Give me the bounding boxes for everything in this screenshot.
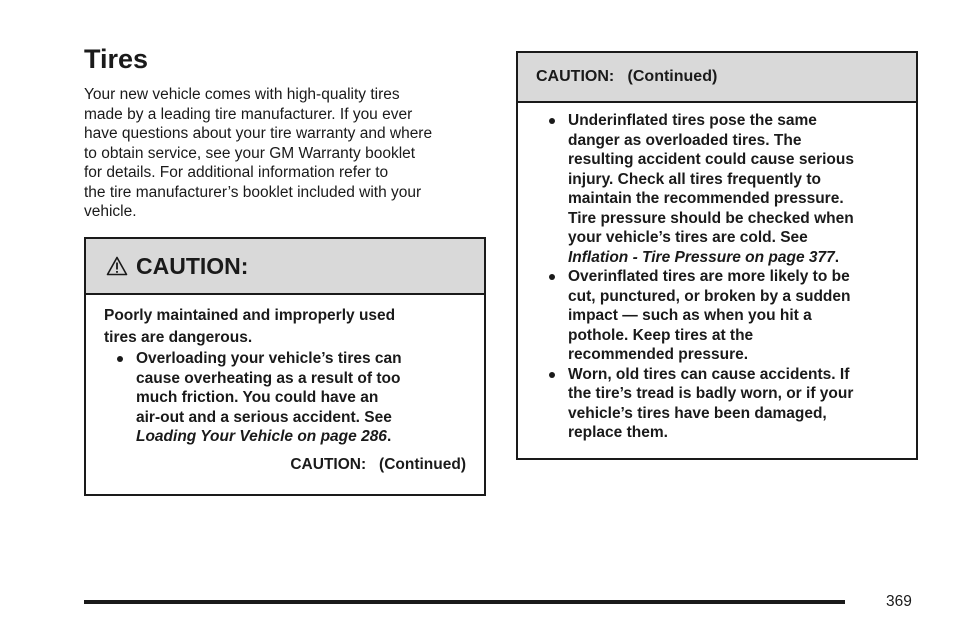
bullet-line: cut, punctured, or broken by a sudden — [568, 287, 851, 305]
caution-bullet — [548, 365, 854, 443]
caution-lead — [104, 305, 474, 349]
bullet-line: replace them. — [568, 424, 668, 441]
bullet-line: the tire’s tread is badly worn, or if your — [568, 385, 854, 402]
caution-bullet — [116, 349, 402, 447]
bullet-line: danger as overloaded tires. The — [568, 131, 802, 149]
caution-bullet-list — [116, 349, 402, 447]
bullet-line: injury. Check all tires frequently to — [568, 170, 821, 188]
warning-triangle-icon — [106, 256, 128, 276]
caution-heading-row — [106, 252, 248, 280]
caution-lead-line: tires are dangerous. — [104, 329, 253, 346]
bullet-line: Worn, old tires can cause accidents. If — [568, 365, 850, 383]
bullet-line: cause overheating as a result of too — [136, 369, 401, 387]
page-number: 369 — [886, 593, 912, 610]
bullet-ref-line — [136, 427, 402, 447]
intro-line: vehicle. — [84, 203, 137, 220]
intro-line: have questions about your tire warranty and where — [84, 125, 433, 142]
bullet-line: resulting accident could cause serious — [568, 151, 854, 168]
page-reference-link: Loading Your Vehicle on page 286 — [136, 428, 387, 445]
bullet-line: Underinflated tires pose the same — [568, 112, 817, 129]
intro-line: the tire manufacturer’s booklet included with your — [84, 183, 422, 201]
caution-lead-line: Poorly maintained and improperly used — [104, 307, 396, 324]
caution-heading: CAUTION: — [136, 253, 249, 279]
bullet-line: recommended pressure. — [568, 346, 749, 363]
bullet-ref-end: . — [834, 248, 840, 266]
caution-continued-footer: CAUTION: (Continued) — [290, 456, 466, 473]
page-title: Tires — [84, 44, 149, 74]
caution-continued-bullet-list — [548, 111, 854, 443]
bullet-line: Overinflated tires are more likely to be — [568, 268, 850, 285]
caution-box-header — [86, 239, 484, 295]
bullet-line: vehicle’s tires have been damaged, — [568, 404, 827, 422]
footer-rule — [84, 600, 845, 604]
caution-box — [84, 237, 486, 496]
bullet-line: impact — such as when you hit a — [568, 307, 812, 324]
intro-line: Your new vehicle comes with high-quality tires — [84, 86, 400, 103]
intro-line: for details. For additional information refer to — [84, 164, 389, 181]
bullet-line: your vehicle’s tires are cold. See — [568, 229, 808, 246]
bullet-line: much friction. You could have an — [136, 389, 379, 406]
caution-continued-heading: CAUTION: (Continued) — [536, 68, 718, 85]
page-reference-link: Inflation - Tire Pressure on page 377 — [568, 248, 835, 266]
bullet-line: Overloading your vehicle’s tires can — [136, 350, 402, 367]
bullet-line: Tire pressure should be checked when — [568, 209, 854, 227]
intro-line: made by a leading tire manufacturer. If you ever — [84, 105, 413, 123]
caution-bullet — [548, 267, 854, 365]
bullet-ref-end: . — [386, 428, 392, 445]
intro-line: to obtain service, see your GM Warranty booklet — [84, 144, 416, 162]
caution-continued-box — [516, 51, 918, 460]
caution-continued-header — [518, 53, 916, 103]
bullet-line: pothole. Keep tires at the — [568, 326, 754, 344]
caution-bullet — [548, 111, 854, 267]
intro-paragraph — [84, 85, 494, 222]
bullet-line: air-out and a serious accident. See — [136, 408, 392, 426]
bullet-ref-line — [568, 248, 854, 268]
bullet-line: maintain the recommended pressure. — [568, 190, 844, 207]
